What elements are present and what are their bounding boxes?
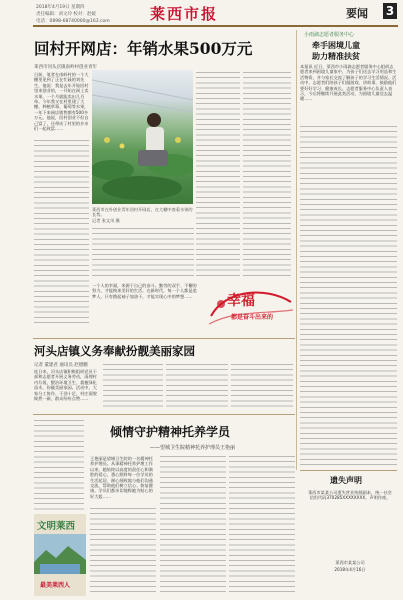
- section-label: 要闻: [346, 7, 368, 20]
- caretaker-subheadline: ——望城卫生院精神托养护理员王艳丽: [150, 445, 236, 451]
- lead-body-bottom-lines: [92, 228, 194, 280]
- caretaker-body-lines-3: [229, 456, 295, 596]
- column-divider: [296, 30, 297, 470]
- lead-body-col3-lines: [243, 72, 291, 277]
- village-headline: 河头店镇义务奉献扮靓美丽家园: [34, 344, 195, 358]
- happiness-banner-title: 幸福: [227, 293, 255, 309]
- notice-rule: [300, 470, 397, 471]
- volunteer-headline-1: 牵手困境儿童: [312, 40, 360, 50]
- volunteer-body: 本报讯 近日，莱西市小雨滴志愿者服务中心组织志愿者来到困境儿童家中，为孩子们送去学习用品和生活物资，并与家长交流了解孩子的学习生活情况。活动中，志愿者们陪孩子们做游戏、讲故事，鼓励他们要好好学习、健康成长。志愿者服务中心负责人表示，今后将继续开展此类活动，为困境儿童送去温暖……: [300, 64, 397, 102]
- notice-body: 莱西市某某公司遗失营业执照副本，统一社会信用代码370285XXXXXXXX，声明作废。: [308, 490, 392, 501]
- happiness-banner: [205, 280, 295, 336]
- caretaker-body-lines-2: [160, 456, 226, 596]
- village-body-lines-2: [166, 364, 228, 410]
- volunteer-body-lines: [300, 126, 397, 466]
- happiness-body: 一个人的幸福，来源于自己的奋斗。勤劳的双手、不懈的努力，才能换来美好的生活。在新时代，每一个人都是追梦人，只有撸起袖子加油干，才能实现心中的梦想……: [92, 283, 197, 299]
- civilization-ad-subtitle: 最美莱西人: [40, 582, 71, 589]
- village-body-lines-3: [231, 364, 293, 410]
- caretaker-body: 王艳丽是望城卫生院的一名精神托养护理员。从事精神托养护理工作以来，她始终以高度的责任心和满腔的爱心，悉心照料每一位学员的生活起居，耐心细致地与他们沟通交流，帮助他们树立信心、恢复健康。学员们都亲切地称她为贴心的好大姐……: [90, 456, 153, 499]
- masthead: 莱西市报: [150, 5, 219, 23]
- civilization-ad-title: 文明莱西: [37, 521, 76, 532]
- village-byline: 记者 董建君 通讯员 赵德鹏: [34, 363, 88, 368]
- lead-body-col1-lines: [34, 140, 89, 325]
- header-editor: 责任编辑：刘文玲 校对：赵媛: [36, 12, 96, 17]
- ad-scenery-icon: [34, 534, 86, 574]
- happiness-banner-subtitle: 都是奋斗出来的: [231, 314, 274, 321]
- notice-footer: 莱西市某某公司: [335, 560, 365, 565]
- caretaker-left-lines: [34, 420, 84, 512]
- header-date: 2018年4月19日 星期四: [36, 5, 85, 10]
- page-number-badge: 3: [383, 3, 397, 19]
- caretaker-rule: [33, 414, 295, 415]
- lead-kicker: 莱西市河头店镇南岭村创业青年: [34, 65, 97, 70]
- caretaker-body-lines-1: [90, 508, 156, 596]
- village-rule: [33, 338, 295, 339]
- greenhouse-scene-icon: [92, 70, 193, 204]
- caretaker-headline: 倾情守护精神托养学员: [110, 425, 231, 439]
- notice-date: 2018年4月16日: [334, 567, 366, 572]
- volunteer-headline-2: 助力精准扶贫: [312, 51, 360, 61]
- village-body: 连日来，河头店镇积极组织党员干部和志愿者开展义务劳动，清理村内垃圾、整治环境卫生、栽植绿化苗木，扮靓美丽家园。活动中，大家分工协作、干劲十足，村庄面貌焕然一新，群众纷纷点赞……: [34, 369, 97, 402]
- lead-body-col1: 日前，笔者在南岭村的一个大棚里见到了正在忙碌的刘先生，他说：我是去年开始回村里来创业的，一开始在网上卖水果，一个月就能卖出几百单。今年我又在村里建了大棚，种植草莓、葡萄等水果，一年下来网店销售额有500多万元。他说，回村创业不但自己富了，还带动了村里的乡亲们一起致富……: [34, 72, 89, 132]
- village-body-lines-1: [103, 364, 163, 410]
- lead-photo-credit: 记者 张文凤 摄: [92, 218, 120, 223]
- header-phone: 电话：0898-68740000@163.com: [36, 19, 110, 24]
- lead-photo: [92, 70, 193, 204]
- lead-headline: 回村开网店：年销水果500万元: [34, 39, 253, 58]
- notice-title: 遗失声明: [330, 475, 362, 485]
- volunteer-kicker: 小雨滴志愿者服务中心: [304, 32, 355, 38]
- header-rule: [33, 25, 398, 27]
- civilization-ad: [34, 514, 86, 596]
- lead-body-col2-lines: [196, 72, 240, 277]
- lead-photo-caption: 莱西市在外创业青年回村开网店，在大棚中查看水果的长势。: [92, 207, 193, 218]
